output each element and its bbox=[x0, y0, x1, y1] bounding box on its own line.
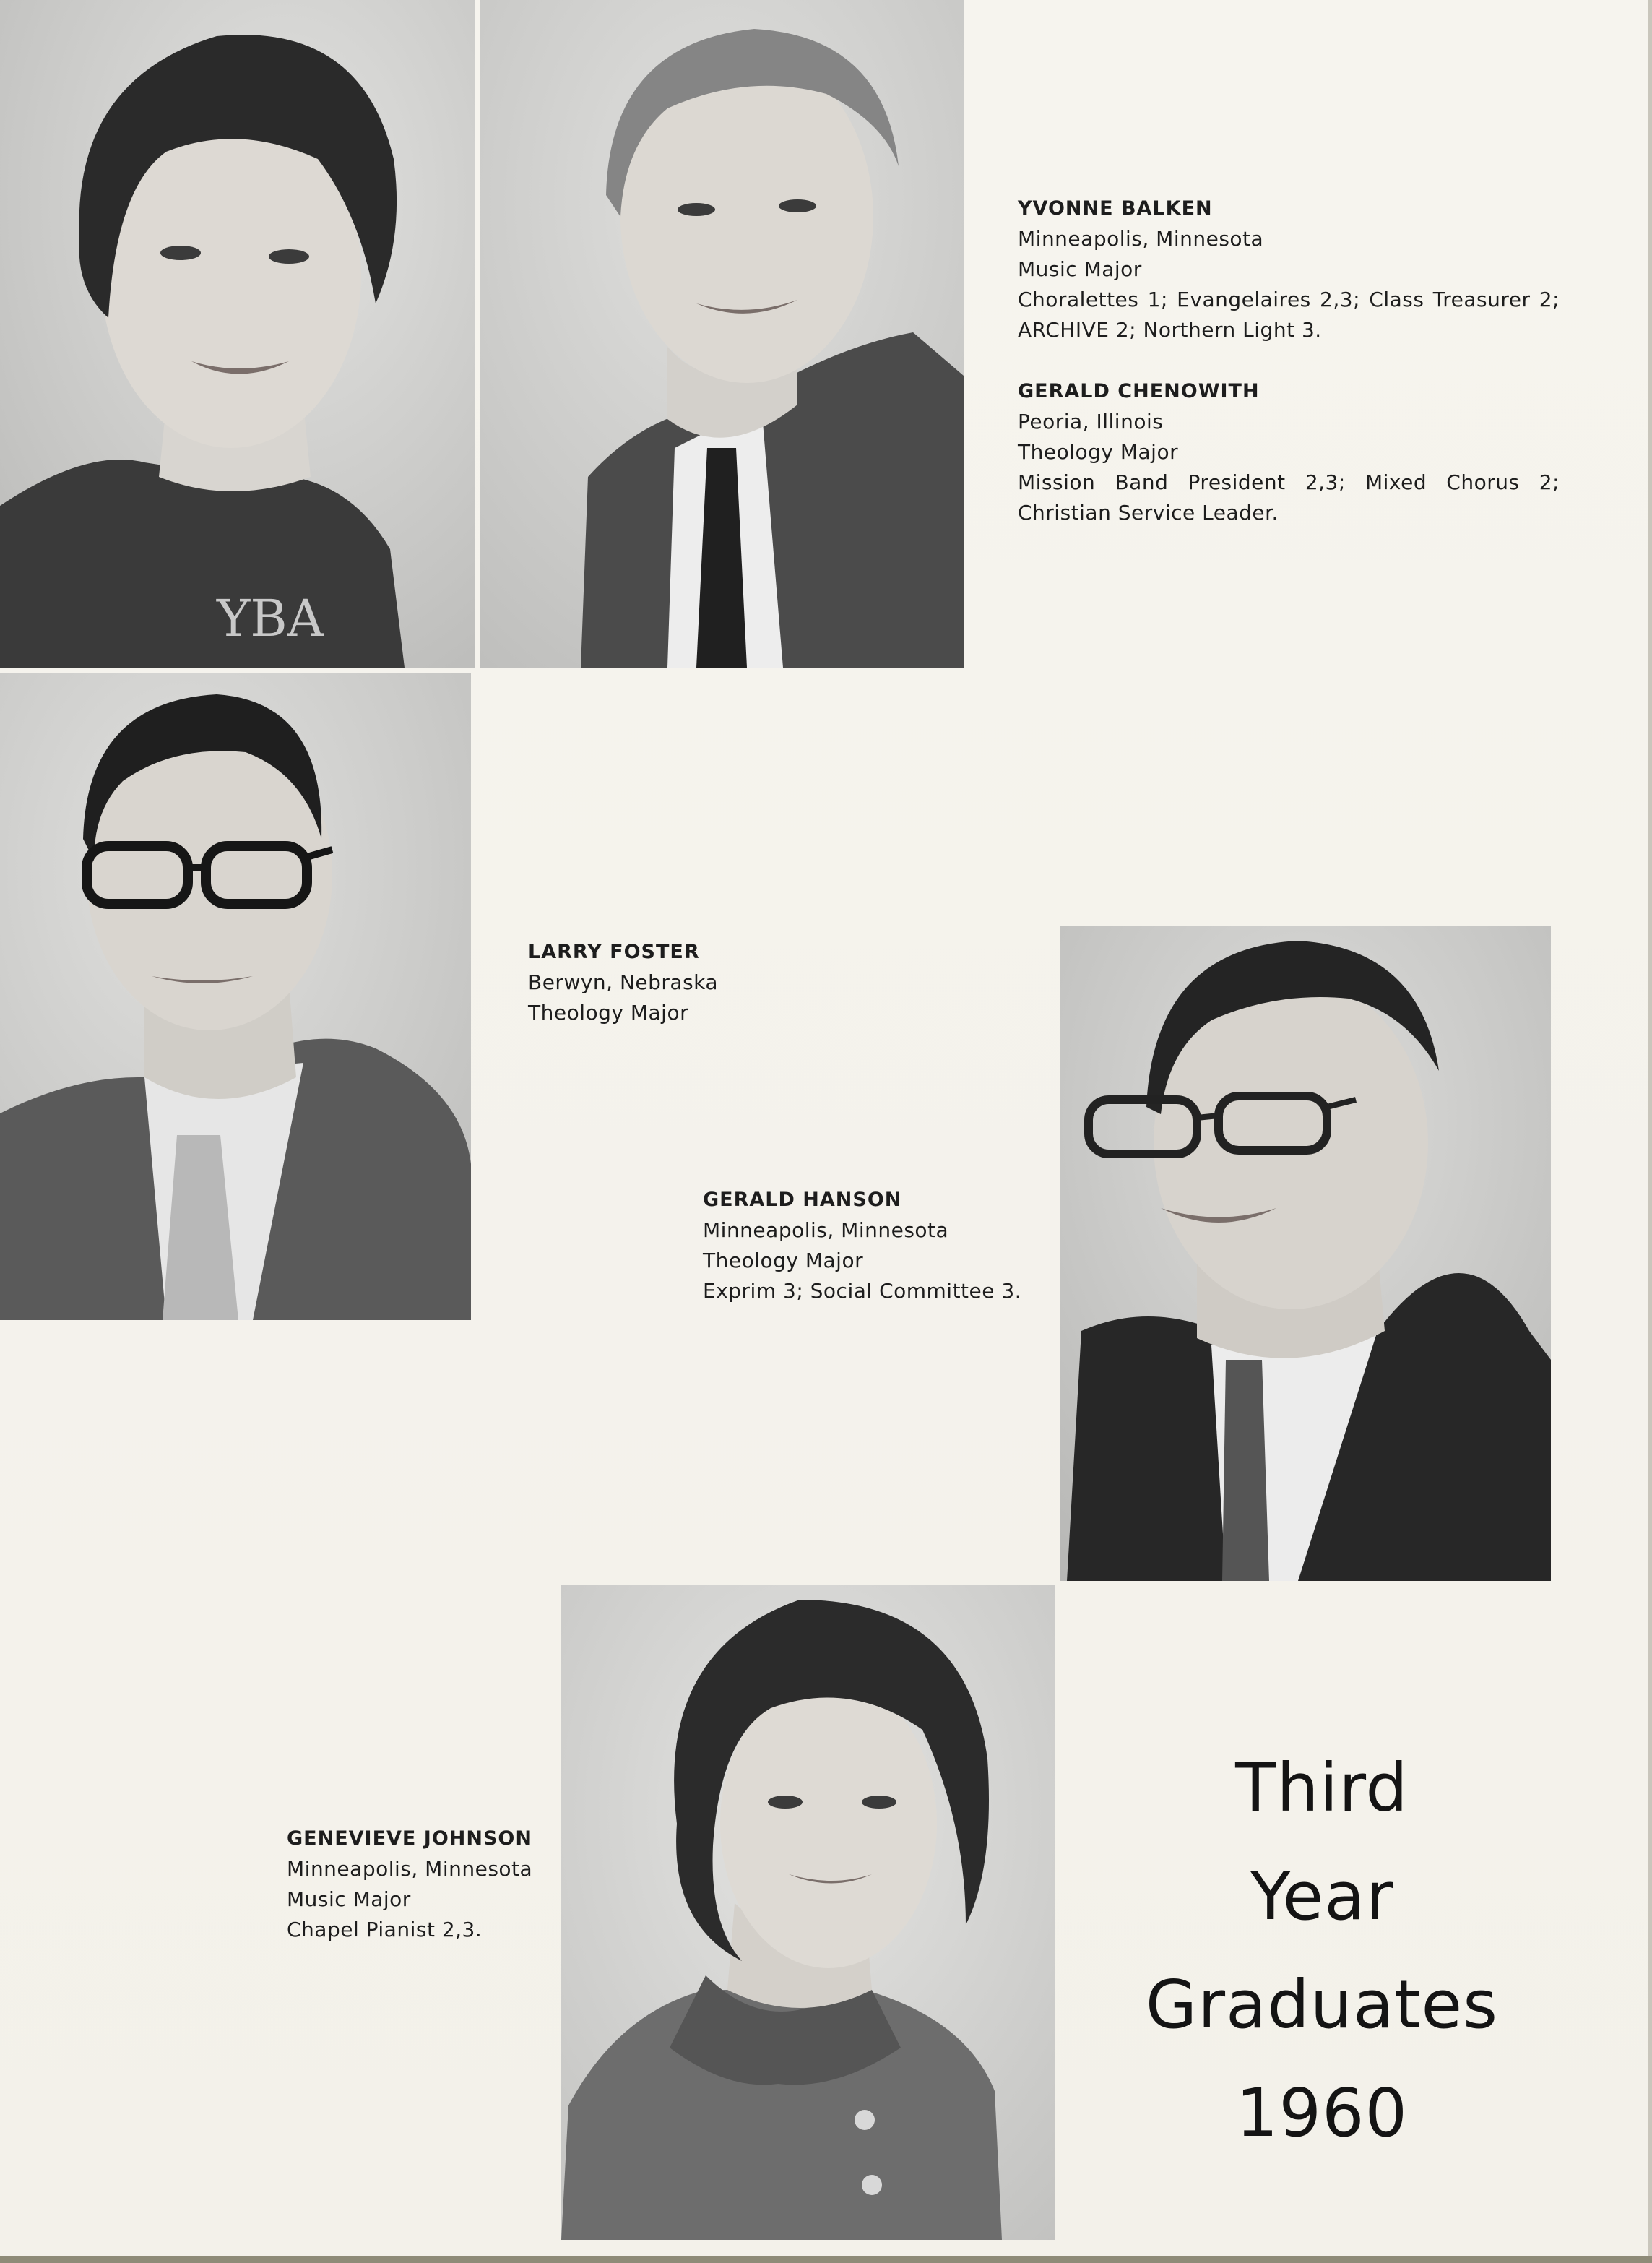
portrait-photo-yvonne-balken bbox=[0, 0, 475, 668]
person-hometown: Berwyn, Nebraska bbox=[528, 970, 719, 994]
person-activities: Exprim 3; Social Committee 3. bbox=[703, 1279, 1022, 1303]
title-line-1960: 1960 bbox=[1235, 2074, 1409, 2152]
person-major: Theology Major bbox=[703, 1249, 864, 1272]
title-line-year: Year bbox=[1250, 1858, 1394, 1935]
person-major: Theology Major bbox=[1018, 440, 1179, 464]
bio-yvonne-balken bbox=[1018, 194, 1560, 345]
title-line-graduates: Graduates bbox=[1145, 1966, 1499, 2043]
person-activities: Mission Band President 2,3; Mixed Chorus 2; Christian Service Leader. bbox=[1018, 470, 1560, 525]
page-bottom-edge bbox=[0, 2256, 1652, 2263]
page-title bbox=[1127, 1734, 1517, 2168]
title-line-third: Third bbox=[1235, 1749, 1409, 1827]
portrait-photo-gerald-hanson bbox=[1060, 926, 1551, 1581]
person-major: Music Major bbox=[287, 1887, 411, 1911]
person-name: GERALD CHENOWITH bbox=[1018, 380, 1260, 402]
person-name: LARRY FOSTER bbox=[528, 941, 700, 963]
portrait-photo-larry-foster bbox=[0, 673, 471, 1320]
person-name: GENEVIEVE JOHNSON bbox=[287, 1827, 532, 1850]
page-edge bbox=[1648, 0, 1652, 2263]
person-major: Music Major bbox=[1018, 257, 1142, 281]
person-activities: Choralettes 1; Evangelaires 2,3; Class Treasurer 2; ARCHIVE 2; Northern Light 3. bbox=[1018, 288, 1560, 342]
person-hometown: Peoria, Illinois bbox=[1018, 410, 1164, 434]
bio-gerald-chenowith bbox=[1018, 376, 1560, 528]
portrait-photo-gerald-chenowith bbox=[480, 0, 964, 668]
bio-larry-foster bbox=[528, 937, 889, 1028]
sweater-monogram: YBA bbox=[217, 589, 324, 648]
person-hometown: Minneapolis, Minnesota bbox=[1018, 227, 1264, 251]
person-activities: Chapel Pianist 2,3. bbox=[287, 1918, 483, 1941]
person-name: GERALD HANSON bbox=[703, 1189, 902, 1211]
person-hometown: Minneapolis, Minnesota bbox=[703, 1218, 949, 1242]
person-hometown: Minneapolis, Minnesota bbox=[287, 1857, 533, 1881]
person-name: YVONNE BALKEN bbox=[1018, 197, 1213, 220]
person-major: Theology Major bbox=[528, 1001, 689, 1025]
bio-gerald-hanson bbox=[703, 1185, 1107, 1306]
portrait-photo-genevieve-johnson bbox=[561, 1585, 1055, 2240]
